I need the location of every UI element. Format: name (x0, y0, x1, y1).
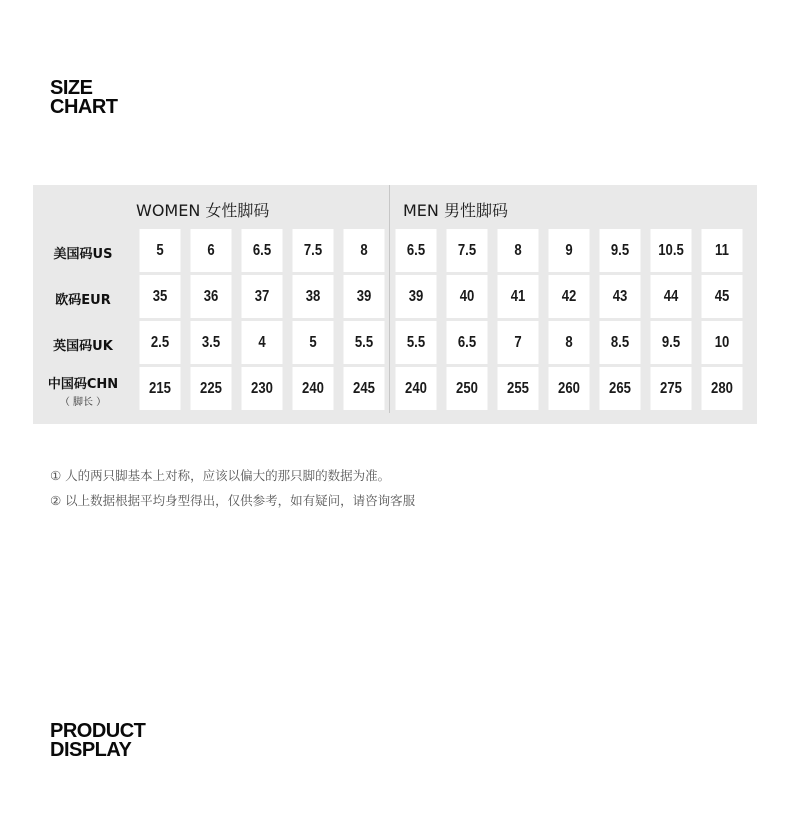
men-size-cell: 10.5 (651, 229, 692, 272)
size-row-label (33, 289, 133, 308)
size-row-label (33, 243, 133, 262)
men-size-cell: 240 (396, 367, 437, 410)
men-size-cell: 6.5 (396, 229, 437, 272)
size-row-label (33, 335, 133, 354)
men-size-cell: 9.5 (651, 321, 692, 364)
women-size-cell: 35 (140, 275, 181, 318)
men-size-cell: 9.5 (600, 229, 641, 272)
size-chart-heading-line-1: SIZE (50, 77, 93, 99)
women-size-cell: 4 (242, 321, 283, 364)
men-size-cell: 6.5 (447, 321, 488, 364)
women-size-cell: 230 (242, 367, 283, 410)
men-size-cell: 41 (498, 275, 539, 318)
size-row-sublabel: （ 脚长 ） (59, 397, 107, 408)
size-row-label-text: 欧码EUR (55, 293, 111, 308)
women-size-cell: 37 (242, 275, 283, 318)
women-size-cell: 3.5 (191, 321, 232, 364)
men-size-cell: 8 (498, 229, 539, 272)
women-size-cell: 6.5 (242, 229, 283, 272)
men-size-cell: 250 (447, 367, 488, 410)
women-size-cell: 240 (293, 367, 334, 410)
men-size-cell: 8 (549, 321, 590, 364)
men-size-cell: 275 (651, 367, 692, 410)
men-size-cell: 260 (549, 367, 590, 410)
women-size-cell: 5 (293, 321, 334, 364)
men-size-cell: 42 (549, 275, 590, 318)
men-size-cell: 10 (702, 321, 743, 364)
size-row-label (33, 373, 133, 408)
size-row-label-text: 中国码CHN (47, 377, 119, 392)
men-size-cell: 5.5 (396, 321, 437, 364)
men-size-cell: 11 (702, 229, 743, 272)
size-note: ② 以上数据根据平均身型得出，仅供参考，如有疑问，请咨询客服 (50, 493, 416, 508)
women-men-divider (389, 185, 390, 413)
size-chart-heading (50, 79, 118, 117)
product-display-heading-line-2: DISPLAY (50, 739, 132, 761)
women-size-cell: 8 (344, 229, 385, 272)
men-size-cell: 265 (600, 367, 641, 410)
women-size-cell: 5 (140, 229, 181, 272)
size-chart-table (33, 185, 757, 424)
men-size-cell: 44 (651, 275, 692, 318)
men-group-title: MEN 男性脚码 (403, 201, 508, 220)
size-notes (50, 463, 415, 513)
men-size-cell: 255 (498, 367, 539, 410)
women-size-cell: 2.5 (140, 321, 181, 364)
women-size-cell: 225 (191, 367, 232, 410)
men-size-cell: 7 (498, 321, 539, 364)
size-note: ① 人的两只脚基本上对称，应该以偏大的那只脚的数据为准。 (50, 468, 391, 483)
men-size-cell: 7.5 (447, 229, 488, 272)
size-row-label-text: 美国码US (53, 247, 113, 262)
men-size-cell: 9 (549, 229, 590, 272)
men-size-cell: 8.5 (600, 321, 641, 364)
men-size-cell: 280 (702, 367, 743, 410)
men-size-cell: 45 (702, 275, 743, 318)
women-size-cell: 38 (293, 275, 334, 318)
women-size-cell: 7.5 (293, 229, 334, 272)
product-display-heading (50, 722, 145, 760)
women-group-title: WOMEN 女性脚码 (136, 201, 270, 220)
women-size-cell: 245 (344, 367, 385, 410)
men-size-cell: 40 (447, 275, 488, 318)
men-size-cell: 43 (600, 275, 641, 318)
size-chart-heading-line-2: CHART (50, 96, 118, 118)
product-display-heading-line-1: PRODUCT (50, 720, 146, 742)
women-size-cell: 6 (191, 229, 232, 272)
women-size-cell: 39 (344, 275, 385, 318)
men-size-cell: 39 (396, 275, 437, 318)
women-size-cell: 36 (191, 275, 232, 318)
women-size-cell: 215 (140, 367, 181, 410)
women-size-cell: 5.5 (344, 321, 385, 364)
size-row-label-text: 英国码UK (53, 339, 113, 354)
